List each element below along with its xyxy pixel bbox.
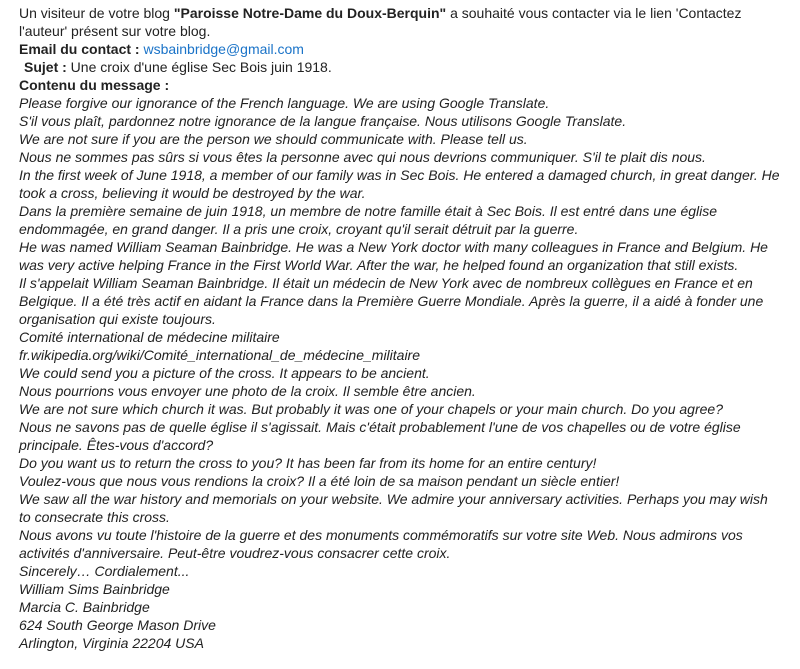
- message-line: We saw all the war history and memorials on your website. We admire your anniversary activities. Perhaps you may wish to consecrate this cross.: [19, 491, 768, 525]
- email-row: [19, 40, 782, 58]
- message-line: Dans la première semaine de juin 1918, un membre de notre famille était à Sec Bois. Il est entré dans une église endommagée, en grand danger. Il a pris une croix, croyant qu'il serait détruit par la guerre.: [19, 203, 718, 237]
- message-body: [19, 94, 782, 562]
- address-line-2: Arlington, Virginia 22204 USA: [19, 635, 204, 651]
- email-link[interactable]: wsbainbridge@gmail.com: [143, 41, 304, 57]
- message-line: S'il vous plaît, pardonnez notre ignorance de la langue française. Nous utilisons Google Translate.: [19, 113, 627, 129]
- signature-block: [19, 562, 782, 652]
- message-line: Voulez-vous que nous vous rendions la croix? Il a été loin de sa maison pendant un siècle entier!: [19, 473, 620, 489]
- intro-prefix: Un visiteur de votre blog: [19, 5, 174, 21]
- message-line: Nous pourrions vous envoyer une photo de la croix. Il semble être ancien.: [19, 383, 476, 399]
- intro-text: [19, 4, 782, 40]
- message-line: fr.wikipedia.org/wiki/Comité_international_de_médecine_militaire: [19, 347, 421, 363]
- subject-value: Une croix d'une église Sec Bois juin 1918.: [70, 59, 332, 75]
- message-line: He was named William Seaman Bainbridge. He was a New York doctor with many colleagues in France and Belgium. He was very active helping France in the First World War. After the war, he helped found an organization that still exists.: [19, 239, 768, 273]
- message-line: Comité international de médecine militaire: [19, 329, 280, 345]
- message-line: Do you want us to return the cross to you? It has been far from its home for an entire century!: [19, 455, 597, 471]
- message-line: Il s'appelait William Seaman Bainbridge. Il était un médecin de New York avec de nombreux collègues en France et en Belgique. Il a été très actif en aidant la France dans la Première Guerre Mondiale. Après la guerre, il a aidé à fonder une organisation qui existe toujours.: [19, 275, 764, 327]
- subject-label: Sujet :: [24, 59, 67, 75]
- closing: Sincerely… Cordialement...: [19, 563, 190, 579]
- email-label: Email du contact :: [19, 41, 140, 57]
- content-label: Contenu du message :: [19, 77, 170, 93]
- subject-row: [19, 58, 782, 76]
- message-line: In the first week of June 1918, a member of our family was in Sec Bois. He entered a damaged church, in great danger. He took a cross, believing it would be destroyed by the war.: [19, 167, 780, 201]
- message-line: We are not sure which church it was. But probably it was one of your chapels or your main church. Do you agree?: [19, 401, 723, 417]
- intro-suffix: a souhaité vous contacter via le lien 'Contactez l'auteur' présent sur votre blog.: [19, 5, 742, 39]
- signer-name-1: William Sims Bainbridge: [19, 581, 170, 597]
- message-line: We are not sure if you are the person we should communicate with. Please tell us.: [19, 131, 528, 147]
- message-line: Nous avons vu toute l'histoire de la guerre et des monuments commémoratifs sur votre site Web. Nous admirons vos activités d'anniversaire. Peut-être voudrez-vous consacrer cette croix.: [19, 527, 743, 561]
- blog-name: "Paroisse Notre-Dame du Doux-Berquin": [173, 5, 447, 21]
- message-line: Nous ne savons pas de quelle église il s'agissait. Mais c'était probablement l'une de vos chapelles ou de votre église principale. Êtes-vous d'accord?: [19, 419, 741, 453]
- message-line: We could send you a picture of the cross. It appears to be ancient.: [19, 365, 430, 381]
- message-line: Please forgive our ignorance of the French language. We are using Google Translate.: [19, 95, 550, 111]
- message-line: Nous ne sommes pas sûrs si vous êtes la personne avec qui nous devrions communiquer. S'il te plait dis nous.: [19, 149, 706, 165]
- address-line-1: 624 South George Mason Drive: [19, 617, 216, 633]
- signer-name-2: Marcia C. Bainbridge: [19, 599, 150, 615]
